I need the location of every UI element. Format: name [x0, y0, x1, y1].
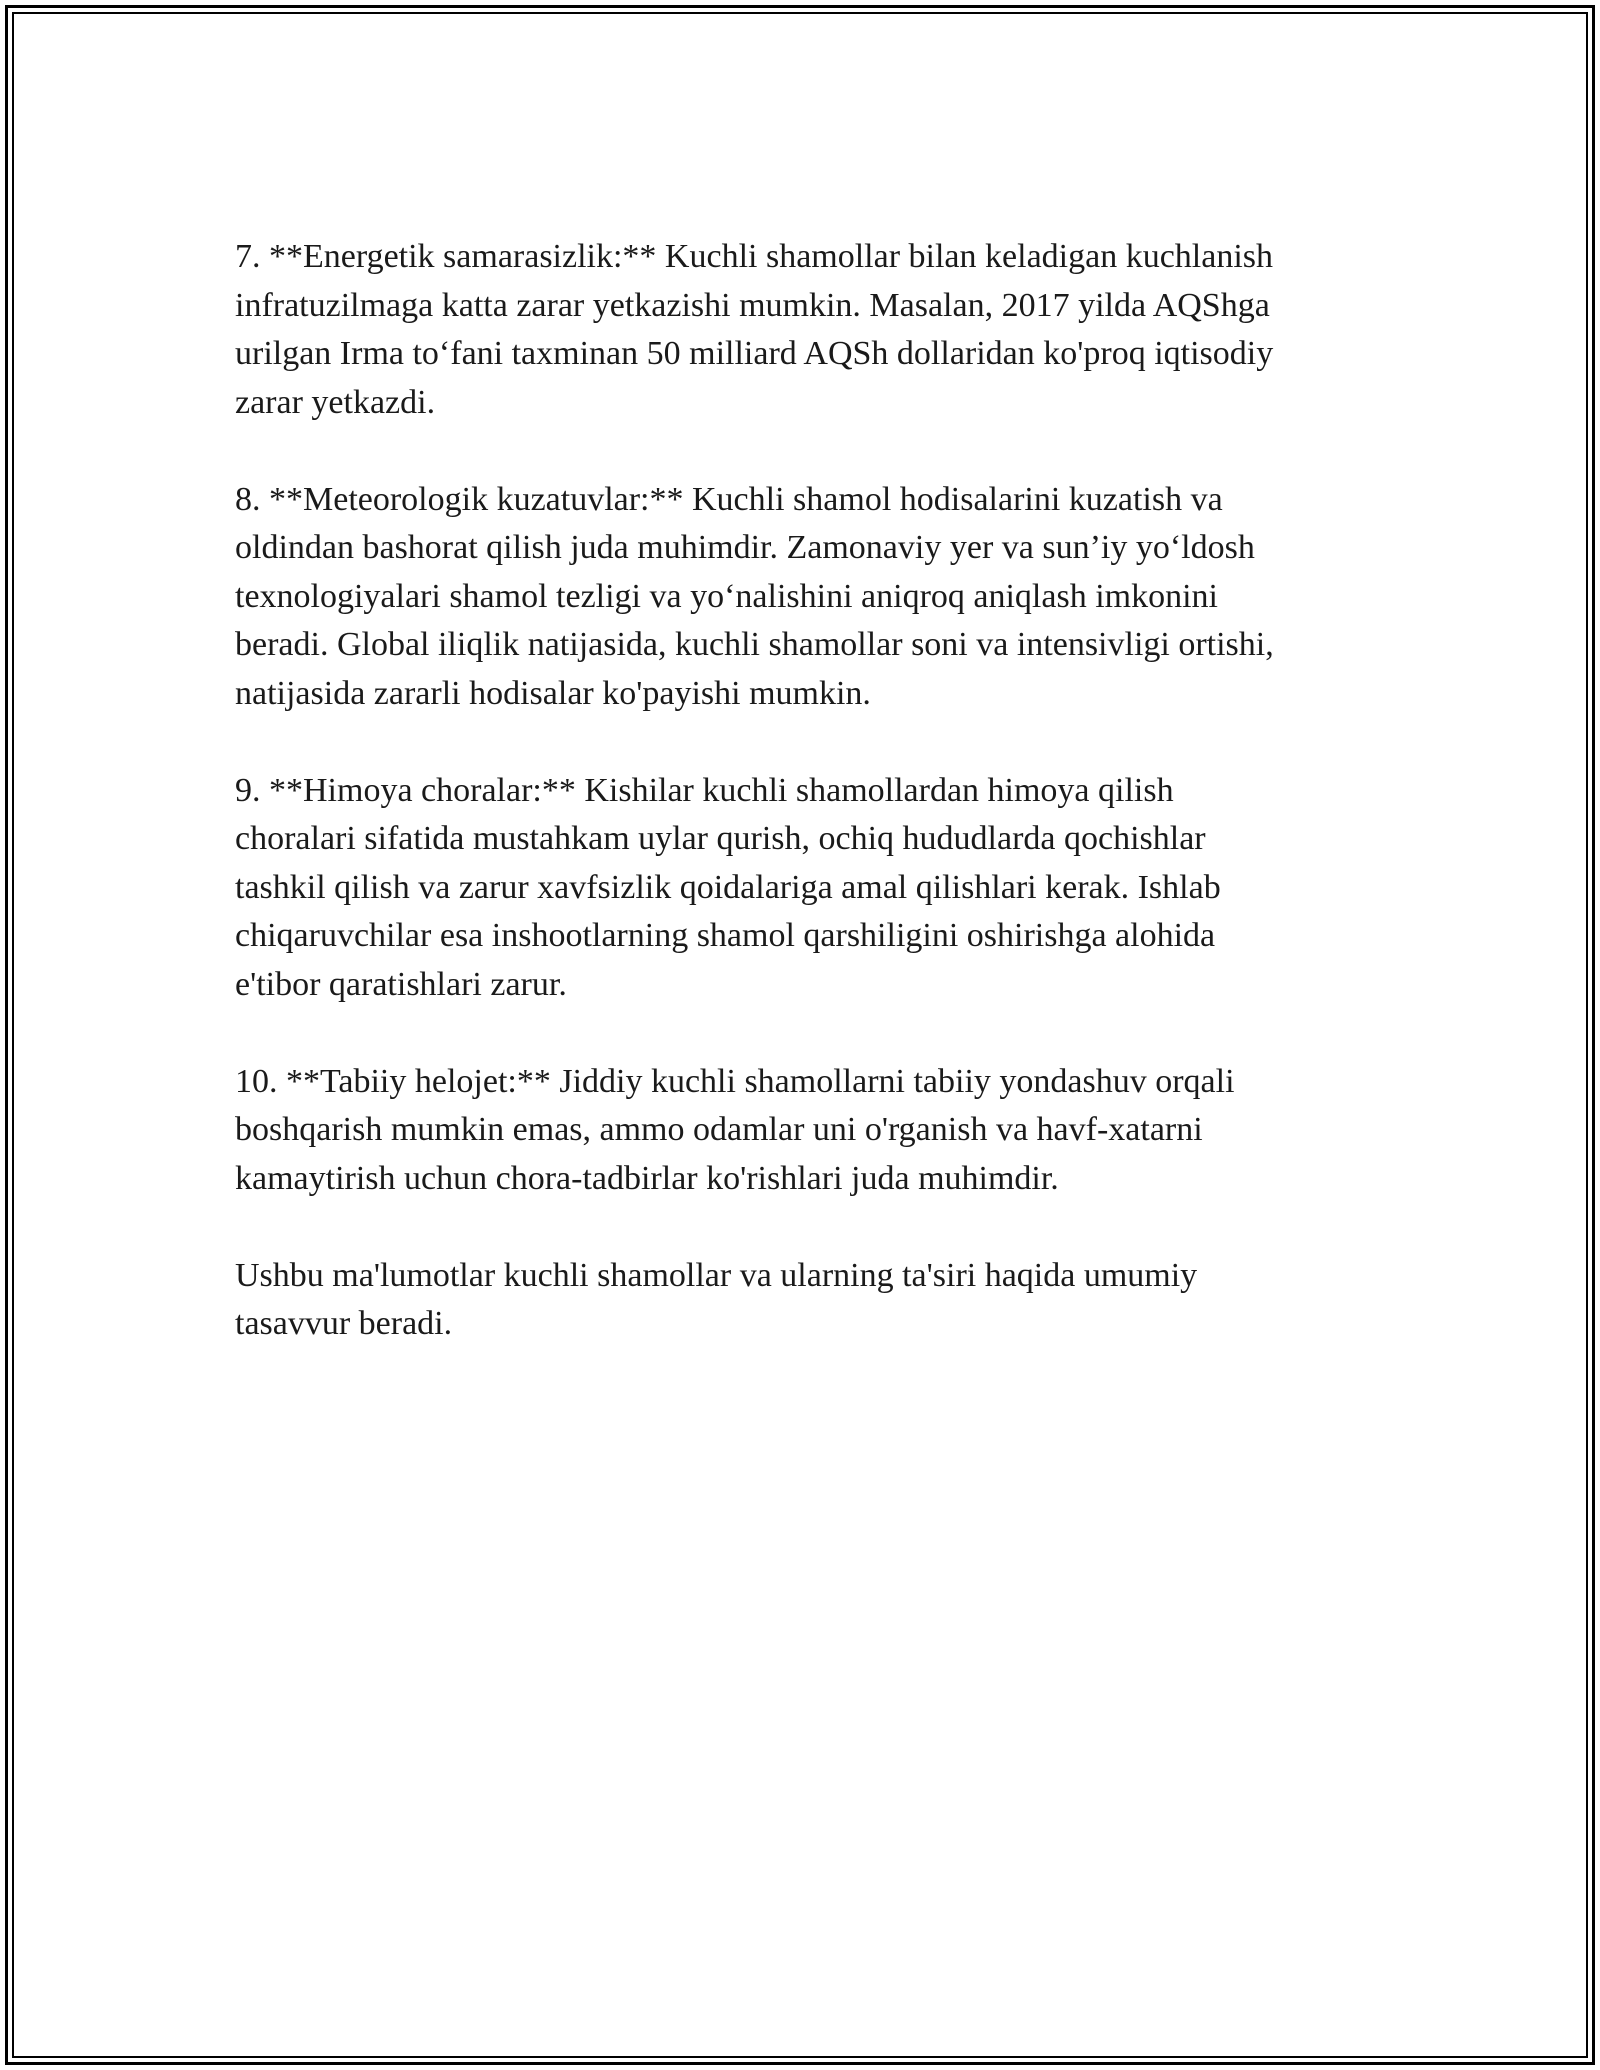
paragraph-natural-approach: 10. **Tabiiy helojet:** Jiddiy kuchli shamollarni tabiiy yondashuv orqali boshqarish mumkin emas, ammo odamlar uni o'rganish va havf-xatarni kamaytirish uchun chora-tadbirlar ko'rishlari juda muhimdir.	[235, 1062, 1235, 1197]
paragraph-summary: Ushbu ma'lumotlar kuchli shamollar va ularning ta'siri haqida umumiy tasavvur beradi.	[235, 1256, 1198, 1342]
document-body	[235, 233, 1365, 1397]
paragraph-energy-inefficiency: 7. **Energetik samarasizlik:** Kuchli shamollar bilan keladigan kuchlanish infratuzilmaga katta zarar yetkazishi mumkin. Masalan, 2017 yilda AQShga urilgan Irma to‘fani taxminan 50 milliard AQSh dollaridan ko'proq iqtisodiy zarar yetkazdi.	[235, 238, 1274, 421]
paragraph-protection-measures: 9. **Himoya choralar:** Kishilar kuchli shamollardan himoya qilish choralari sifatida mustahkam uylar qurish, ochiq hududlarda qochishlar tashkil qilish va zarur xavfsizlik qoidalariga amal qilishlari kerak. Ishlab chiqaruvchilar esa inshootlarning shamol qarshiligini oshirishga alohida e'tibor qaratishlari zarur.	[235, 771, 1221, 1003]
paragraph-meteorological-observations: 8. **Meteorologik kuzatuvlar:** Kuchli shamol hodisalarini kuzatish va oldindan bashorat qilish juda muhimdir. Zamonaviy yer va sun’iy yo‘ldosh texnologiyalari shamol tezligi va yo‘nalishini aniqroq aniqlash imkonini beradi. Global iliqlik natijasida, kuchli shamollar soni va intensivligi ortishi, natijasida zararli hodisalar ko'payishi mumkin.	[235, 480, 1274, 712]
